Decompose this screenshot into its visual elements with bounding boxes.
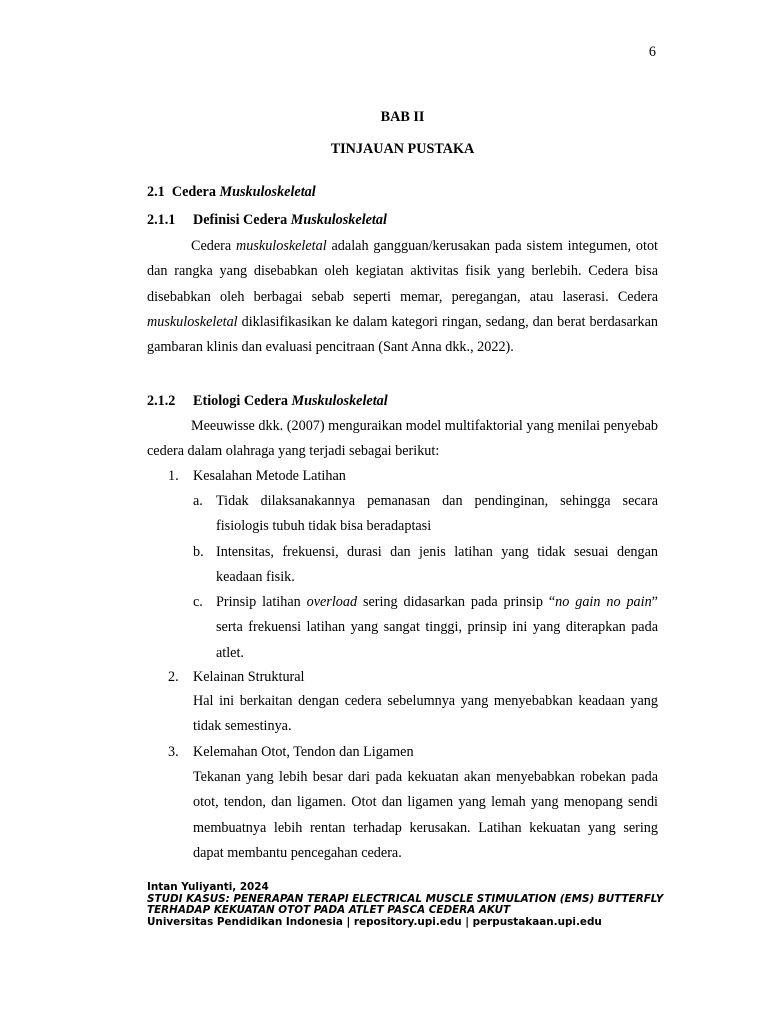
list-number: 3.: [168, 744, 179, 760]
paragraph-etiology: Meeuwisse dkk. (2007) menguraikan model multifaktorial yang menilai penyebab cedera dalam olahraga yang terjadi sebagai berikut:: [147, 418, 658, 460]
paragraph-italic: muskuloskeletal: [236, 238, 327, 254]
section-title: Cedera: [171, 184, 220, 200]
sublist-letter: b.: [193, 544, 204, 560]
page-footer: [147, 882, 663, 928]
footer-institution: Universitas Pendidikan Indonesia | repository.upi.edu | perpustakaan.upi.edu: [147, 915, 602, 928]
paragraph-definition: [147, 234, 658, 360]
chapter-title: TINJAUAN PUSTAKA: [330, 141, 475, 157]
sublist-italic: no gain no pain: [555, 594, 652, 610]
section-heading-2-1-2: [147, 393, 388, 410]
footer-title-line1: STUDI KASUS: PENERAPAN TERAPI ELECTRICAL MUSCLE STIMULATION (EMS) BUTTERFLY: [147, 892, 664, 905]
sublist-item-text: Tidak dilaksanakannya pemanasan dan pendinginan, sehingga secara fisiologis tubuh tidak bisa beradaptasi: [216, 493, 658, 535]
sublist-text: Prinsip latihan: [216, 594, 307, 610]
list-item-text: Tekanan yang lebih besar dari pada kekuatan akan menyebabkan robekan pada otot, tendon, dan ligamen. Otot dan ligamen yang lemah yang menopang sendi membuatnya lebih rentan terhadap kerusakan. Latihan kekuatan yang sering dapat membantu pencegahan cedera.: [193, 769, 658, 861]
section-heading-2-1-1: [147, 212, 387, 229]
sublist-text: ” serta frekuensi latihan yang sangat tinggi, prinsip ini yang diterapkan pada atlet.: [216, 594, 658, 661]
paragraph-italic: muskuloskeletal: [147, 313, 238, 330]
list-number: 1.: [168, 468, 179, 484]
section-title-italic: Muskuloskeletal: [291, 393, 388, 409]
footer-title-line2: TERHADAP KEKUATAN OTOT PADA ATLET PASCA CEDERA AKUT: [147, 904, 511, 916]
paragraph-text: Cedera: [191, 238, 237, 254]
paragraph-text: diklasifikasikan ke dalam kategori ringan, sedang, dan berat berdasarkan gambaran klinis dan evaluasi pencitraan (Sant Anna dkk., 2022).: [147, 313, 658, 356]
list-item-title: Kelemahan Otot, Tendon dan Ligamen: [193, 744, 414, 760]
sublist-item-text: Intensitas, frekuensi, durasi dan jenis latihan yang tidak sesuai dengan keadaan fisik.: [216, 544, 658, 586]
sublist-text: sering didasarkan pada prinsip “: [357, 594, 556, 610]
section-heading-2-1: [147, 184, 316, 201]
section-number: 2.1.2: [147, 393, 176, 409]
sublist-item-text: [216, 590, 658, 666]
list-item-text: Hal ini berkaitan dengan cedera sebelumnya yang menyebabkan keadaan yang tidak semestinya.: [193, 693, 658, 735]
section-title: Etiologi Cedera: [193, 393, 292, 409]
list-item-title: Kesalahan Metode Latihan: [193, 468, 346, 484]
section-title: Definisi Cedera: [193, 212, 291, 228]
section-number: 2.1: [147, 184, 165, 200]
section-title-italic: Muskuloskeletal: [290, 212, 387, 228]
sublist-letter: c.: [193, 594, 203, 610]
paragraph-text: adalah gangguan/kerusakan pada sistem integumen, otot dan rangka yang disebabkan oleh kegiatan aktivitas fisik yang berlebih. Cedera bisa disebabkan oleh berbagai sebab seperti memar, peregangan, atau laserasi. Cedera: [147, 238, 658, 305]
sublist-letter: a.: [193, 493, 203, 509]
section-number: 2.1.1: [147, 212, 176, 228]
sublist-italic: overload: [306, 594, 358, 610]
chapter-number: BAB II: [380, 109, 425, 125]
section-title-italic: Muskuloskeletal: [219, 184, 316, 200]
list-number: 2.: [168, 669, 179, 685]
footer-author: Intan Yuliyanti, 2024: [147, 881, 269, 893]
page-number: 6: [648, 44, 656, 60]
list-item-title: Kelainan Struktural: [193, 669, 305, 685]
